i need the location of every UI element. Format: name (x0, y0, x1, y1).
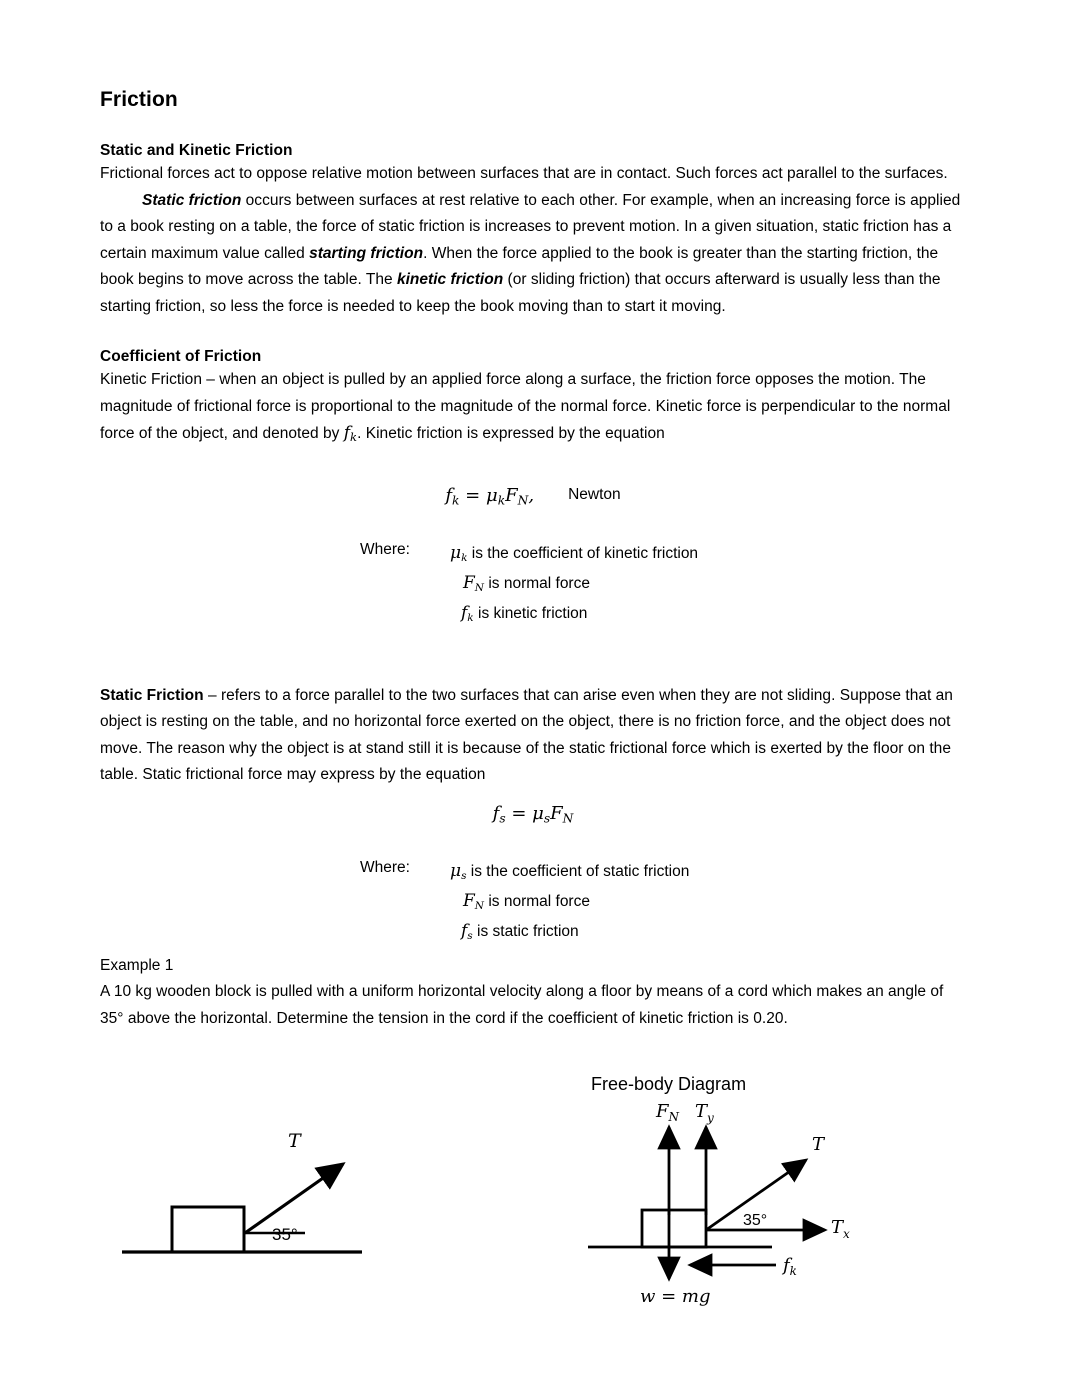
eq-lhs: f (492, 802, 500, 824)
friction-label: $f_k$ (783, 1255, 797, 1278)
def-symbol: μ (450, 860, 462, 881)
term-static-friction-heading: Static Friction (100, 686, 204, 704)
paragraph-frictional-forces: Frictional forces act to oppose relative motion between surfaces that are in contact. Such forces act parallel to the surfaces. (100, 165, 948, 182)
eq-force-sub: N (517, 493, 529, 508)
document-body (100, 88, 966, 1032)
example-label: Example 1 (100, 956, 174, 974)
section-heading-coefficient: Coefficient of Friction (100, 348, 262, 365)
def-symbol: f (461, 602, 468, 623)
ty-label: $T_y$ (695, 1101, 714, 1125)
term-static-friction: Static friction (142, 191, 242, 209)
definition-fn-static (450, 889, 689, 919)
text-run-1: occurs between surfaces at rest relative to each other. For example, when an increasing force is applied to a book resting on a table, the force of static friction is increases to prevent motion. In a given situation, static friction has a certain maximum value called (100, 191, 961, 262)
eq-lhs: f (445, 484, 453, 506)
text-run-6: – refers to a force parallel to the two surfaces that can arise even when they are not sliding. Suppose that an object is resting on the table, and no horizontal force exerted on the object, there is no friction force, and the object does not move. The reason why the object is at stand still it is because of the static frictional force which is exerted by the floor on the table. Static frictional force may express by the equation (100, 686, 953, 784)
text-run-3: (or sliding friction) that occurs afterward is usually less than the starting friction, so less the force is needed to keep the book moving than to start it moving. (100, 271, 941, 315)
section-heading-static-kinetic: Static and Kinetic Friction (100, 142, 293, 159)
eq-mu: μ (485, 484, 498, 506)
inline-symbol-fk (344, 423, 357, 443)
eq-force: F (505, 484, 518, 506)
def-symbol: μ (450, 542, 462, 563)
eq-force-sub: N (562, 811, 574, 826)
example-text: A 10 kg wooden block is pulled with a uniform horizontal velocity along a floor by means of a cord which makes an angle of 35° above the horizontal. Determine the tension in the cord if the coefficient of kinetic friction is 0.20. (100, 983, 944, 1027)
text-run-2: . When the force applied to the book is greater than the starting friction, the book begins to move across the table. The (100, 244, 939, 288)
where-label-kinetic: Where: (360, 540, 410, 558)
def-symbol-sub: N (474, 899, 485, 912)
eq-force: F (550, 802, 563, 824)
term-starting-friction: starting friction (309, 244, 424, 262)
tension-arrow (245, 1164, 343, 1233)
symbol-sub-k: k (350, 430, 358, 445)
eq-unit-newton: Newton (568, 485, 621, 503)
where-block-kinetic (100, 541, 966, 623)
def-text: is normal force (484, 892, 590, 910)
fbd-angle-label: 35° (743, 1212, 768, 1229)
where-definitions-static (450, 859, 689, 949)
def-text: is the coefficient of static friction (466, 862, 690, 880)
eq-equals: = (459, 484, 486, 506)
figures-area (0, 1060, 1080, 1320)
page-title: Friction (100, 88, 178, 111)
def-text: is kinetic friction (473, 604, 588, 622)
definition-fn (450, 571, 698, 601)
normal-force-label: $F_N$ (656, 1101, 679, 1124)
where-definitions-kinetic (450, 541, 698, 631)
def-text: is normal force (484, 574, 590, 592)
eq-mu-sub: s (543, 811, 551, 826)
eq-lhs-sub: s (499, 811, 506, 826)
tension-label: T (288, 1130, 301, 1152)
fbd-title: Free-body Diagram (591, 1074, 747, 1094)
fbd-tension-label: T (812, 1134, 825, 1155)
definition-fk (450, 601, 698, 631)
def-text: is static friction (472, 922, 579, 940)
def-symbol-sub: s (467, 929, 473, 942)
weight-label: w = mg (640, 1286, 711, 1307)
where-block-static (100, 859, 966, 941)
def-text: is the coefficient of kinetic friction (467, 544, 699, 562)
text-run-5: . Kinetic friction is expressed by the equation (357, 425, 665, 442)
def-symbol: f (461, 920, 468, 941)
eq-comma: , (528, 484, 535, 506)
equation-kinetic-friction (100, 485, 966, 515)
def-symbol-sub: N (474, 581, 485, 594)
text-run-4: Kinetic Friction – when an object is pulled by an applied force along a surface, the friction force opposes the motion. The magnitude of frictional force is proportional to the magnitude of the normal force. Kinetic force is perpendicular to the normal force of the object, and denoted by (100, 371, 951, 442)
eq-equals: = (505, 802, 533, 824)
situation-diagram (100, 1115, 500, 1355)
block-shape (172, 1207, 244, 1252)
eq-mu-sub: k (497, 493, 506, 508)
equation-static-friction (100, 803, 966, 833)
eq-lhs-sub: k (452, 493, 460, 508)
tx-label: $T_x$ (831, 1217, 850, 1241)
eq-mu: μ (532, 802, 544, 824)
def-symbol: F (463, 572, 475, 593)
def-symbol-sub: k (467, 611, 474, 624)
paragraph-static-friction-def (100, 683, 966, 789)
paragraph-kinetic-friction (100, 367, 966, 451)
fbd-block-shape (642, 1210, 706, 1247)
def-symbol-sub: k (461, 551, 468, 564)
definition-fs (450, 919, 689, 949)
angle-label: 35° (272, 1225, 298, 1244)
free-body-diagram (580, 1065, 920, 1315)
symbol-f: f (343, 423, 351, 443)
def-symbol-sub: s (461, 869, 467, 882)
definition-mu-s (450, 859, 689, 889)
def-symbol: F (463, 890, 475, 911)
definition-mu-k (450, 541, 698, 571)
paragraph-static-friction (100, 188, 966, 321)
term-kinetic-friction: kinetic friction (396, 271, 504, 288)
where-label-static: Where: (360, 858, 410, 876)
